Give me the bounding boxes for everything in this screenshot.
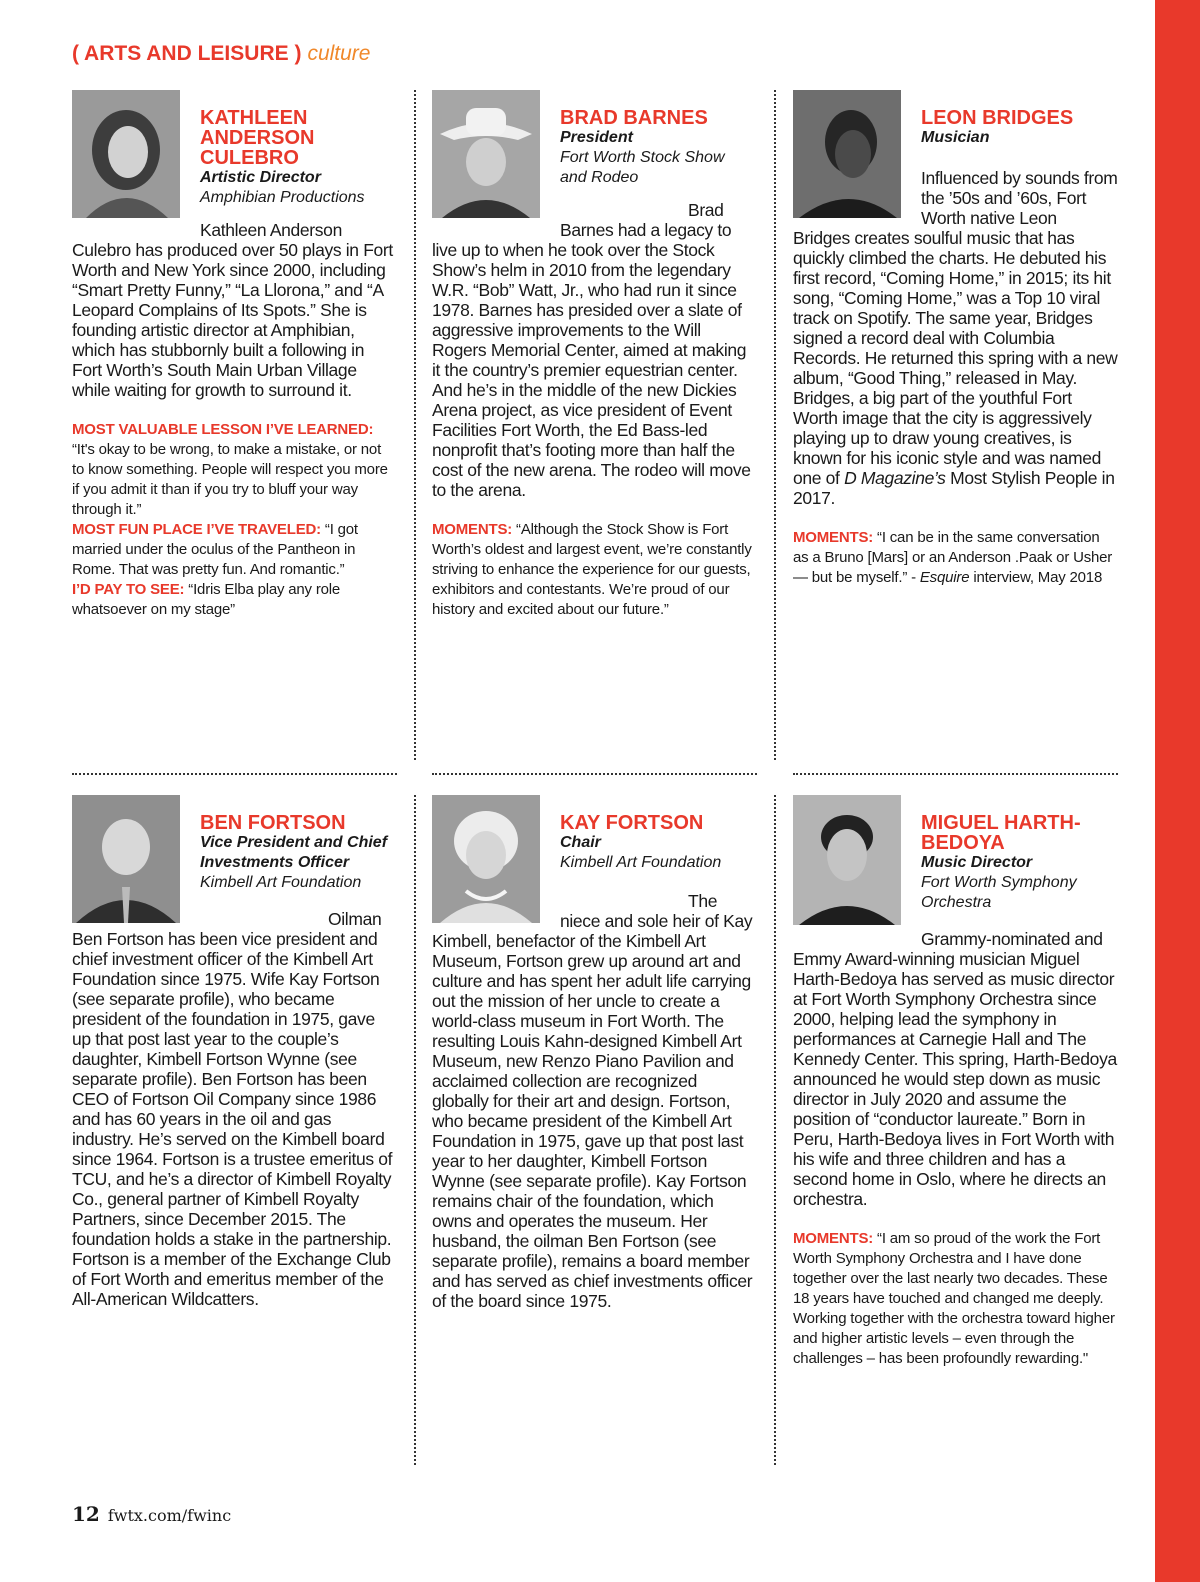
portrait-photo: [432, 795, 540, 923]
column-divider: [414, 90, 416, 760]
portrait-photo: [793, 795, 901, 925]
profile-name: KATHLEEN ANDERSON CULEBRO: [200, 107, 315, 169]
quote-label: MOMENTS:: [793, 1230, 874, 1247]
quote-text: “I am so proud of the work the Fort Worth Symphony Orchestra and I have done together over the last nearly two decades. These 18 years have touched and changed me deeply. Working together with the orchestra toward higher and higher artistic levels – even through the challenges – has been profoundly rewarding.": [793, 1230, 1115, 1367]
quote-label: MOST FUN PLACE I’VE TRAVELED:: [72, 521, 321, 538]
profile-card: [72, 90, 397, 620]
column-divider: [414, 795, 416, 1465]
profile-bio: [793, 168, 1118, 508]
profile-card: [432, 795, 757, 1311]
profile-org: Kimbell Art Foundation: [560, 854, 722, 871]
profile-name: BRAD BARNES: [560, 107, 708, 129]
column-divider: [774, 795, 776, 1465]
quote: [72, 520, 397, 580]
quote-text: “Idris Elba play any role whatsoever on my stage”: [72, 581, 341, 618]
quote-label: I’D PAY TO SEE:: [72, 581, 185, 598]
profile-bio: The niece and sole heir of Kay Kimbell, benefactor of the Kimbell Art Museum, Fortson grew up around art and culture and has spent her adult life carrying out the mission of her uncle to create a world-class museum in Fort Worth. The resulting Louis Kahn-designed Kimbell Art Museum, new Renzo Piano Pavilion and acclaimed collection are recognized globally for their art and design. Fortson, who became president of the Kimbell Art Foundation in 1975, gave up that post last year to her daughter, Kimbell Fortson Wynne (see separate profile). Kay Fortson remains chair of the foundation, which owns and operates the museum. Her husband, the oilman Ben Fortson (see separate profile), remains a board member and has served as chief investments officer of the board since 1975.: [432, 891, 753, 1311]
section-header: [72, 42, 370, 66]
profile-role: Musician: [921, 129, 990, 146]
profile-name: LEON BRIDGES: [921, 107, 1074, 129]
quote-text: “I can be in the same conversation as a Bruno [Mars] or an Anderson .Paak or Usher — but be myself.” -: [793, 529, 1113, 586]
quote: [72, 420, 397, 520]
portrait-photo: [72, 90, 180, 218]
row-divider: [793, 773, 1118, 775]
profile-org: Fort Worth Stock Show and Rodeo: [560, 149, 725, 186]
profile-name: KAY FORTSON: [560, 812, 704, 834]
quote-text: “Although the Stock Show is Fort Worth’s oldest and largest event, we’re constantly striving to enhance the experience for our guests, exhibitors and contestants. We’re proud of our history and excited about our future.”: [432, 521, 752, 618]
profile-role: Music Director: [921, 854, 1033, 871]
portrait-photo: [72, 795, 180, 923]
quote-text: “I got married under the oculus of the Pantheon in Rome. That was pretty fun. And romantic.”: [72, 521, 358, 578]
page-number: 12: [72, 1502, 100, 1526]
profile-org: Fort Worth Symphony Orchestra: [921, 874, 1077, 911]
quote: [793, 1229, 1118, 1369]
profile-card: [793, 90, 1118, 588]
profile-card: [432, 90, 757, 620]
profile-card: [72, 795, 397, 1309]
profile-org: Amphibian Productions: [200, 189, 365, 206]
profile-bio: Oilman Ben Fortson has been vice president and chief investment officer of the Kimbell Art Foundation since 1975. Wife Kay Fortson (see separate profile), who became president of the foundation in 1975, gave up that post last year to the couple’s daughter, Kimbell Fortson Wynne (see separate profile). Ben Fortson has been CEO of Fortson Oil Company since 1986 and has 60 years in the oil and gas industry. He’s served on the Kimbell board since 1964. Fortson is a trustee emeritus of TCU, and he’s a director of Kimbell Royalty Co., general partner of Kimbell Royalty Partners, since December 2015. The foundation holds a stake in the partnership. Fortson is a member of the Exchange Club of Fort Worth and emeritus member of the All-American Wildcatters.: [72, 909, 393, 1309]
profile-role: Chair: [560, 834, 601, 851]
column-divider: [774, 90, 776, 760]
page-footer: [72, 1502, 231, 1526]
section-title: ( ARTS AND LEISURE ): [72, 42, 302, 65]
portrait-photo: [793, 90, 901, 218]
quote: [72, 580, 397, 620]
quote: [793, 528, 1118, 588]
quote-label: MOMENTS:: [432, 521, 513, 538]
publication-name: D Magazine’s: [844, 468, 946, 488]
profile-bio: Brad Barnes had a legacy to live up to when he took over the Stock Show’s helm in 2010 from the legendary W.R. “Bob” Watt, Jr., who had run it since 1978. Barnes has presided over a slate of aggressive improvements to the Will Rogers Memorial Center, aimed at making it the country’s premier equestrian center. And he’s in the middle of the new Dickies Arena project, as vice president of Event Facilities Fort Worth, the Ed Bass-led nonprofit that’s footing more than half the cost of the new arena. The rodeo will move to the arena.: [432, 200, 751, 500]
profile-role: Artistic Director: [200, 169, 321, 186]
row-divider: [432, 773, 757, 775]
quote: [432, 520, 757, 620]
profile-bio: Grammy-nominated and Emmy Award-winning musician Miguel Harth-Bedoya has served as music director at Fort Worth Symphony Orchestra since 2000, helping lead the symphony in performances at Carnegie Hall and The Kennedy Center. This spring, Harth-Bedoya announced he would step down as music director in July 2020 and assume the position of “conductor laureate.” Born in Peru, Harth-Bedoya lives in Fort Worth with his wife and three children and has a second home in Oslo, where he directs an orchestra.: [793, 929, 1117, 1209]
profile-card: [793, 795, 1118, 1369]
profile-org: Kimbell Art Foundation: [200, 874, 362, 891]
footer-url: fwtx.com/fwinc: [107, 1506, 232, 1525]
publication-name: Esquire: [919, 569, 970, 586]
profile-role: Vice President and Chief Investments Officer: [200, 834, 388, 871]
portrait-photo: [432, 90, 540, 218]
row-divider: [72, 773, 397, 775]
profile-name: MIGUEL HARTH-BEDOYA: [921, 812, 1081, 854]
profile-name: BEN FORTSON: [200, 812, 346, 834]
profile-bio-text: Influenced by sounds from the ’50s and ’60s, Fort Worth native Leon Bridges creates soulful music that has quickly climbed the charts. He debuted his first record, “Coming Home,” in 2015; its hit song, “Coming Home,” was a Top 10 viral track on Spotify. The same year, Bridges signed a record deal with Columbia Records. He returned this spring with a new album, “Good Thing,” released in May. Bridges, a big part of the youthful Fort Worth image that the city is aggressively playing up to draw young creatives, is known for his iconic style and was named one of: [793, 168, 1118, 488]
section-subtitle: culture: [307, 42, 371, 65]
quote-text: interview, May 2018: [973, 569, 1103, 586]
quote-text: “It's okay to be wrong, to make a mistake, or not to know something. People will respect you more if you admit it than if you try to bluff your way through it.”: [72, 441, 388, 518]
profile-role: President: [560, 129, 633, 146]
profile-bio: Kathleen Anderson Culebro has produced over 50 plays in Fort Worth and New York since 2000, including “Smart Pretty Funny,” “La Llorona,” and “A Leopard Complains of Its Spots.” She is founding artistic director at Amphibian, which has stubbornly built a following in Fort Worth’s South Main Urban Village while waiting for growth to surround it.: [72, 220, 393, 400]
profile-bio-text: Most Stylish People in 2017.: [793, 468, 1115, 508]
red-edge-bar: [1155, 0, 1200, 1582]
quote-label: MOST VALUABLE LESSON I’VE LEARNED:: [72, 421, 374, 438]
quote-label: MOMENTS:: [793, 529, 874, 546]
